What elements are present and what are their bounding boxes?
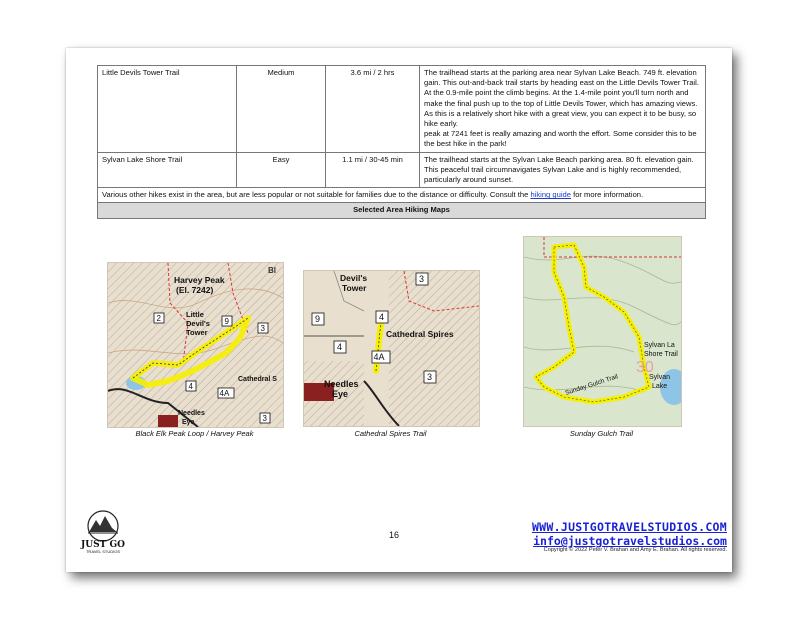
svg-text:4: 4	[337, 342, 343, 352]
svg-text:9: 9	[315, 314, 321, 324]
trail-marker	[334, 341, 346, 353]
map-graphic	[304, 271, 479, 426]
map-label: Tower	[186, 328, 208, 337]
trail-marker	[222, 316, 232, 326]
note-text-after: for more information.	[570, 190, 644, 200]
table-row	[98, 203, 706, 218]
map-label: Eye	[182, 419, 195, 426]
map-label: Cathedral Spires	[386, 329, 454, 339]
trail-marker	[260, 413, 270, 423]
document-page	[66, 48, 732, 572]
svg-text:2: 2	[156, 314, 161, 323]
trail-marker	[416, 273, 428, 285]
trail-description-text: The trailhead starts at the parking area near Sylvan Lake Beach. 749 ft. elevation gain. This out-and-back trail starts by heading east on the Little Devils Tower Trail. At the 0.9-mile point the climb begins. At the 1.4-mile point you'll turn north and make the final push up to the top of Little Devils Tower, which has amazing views. As this is a relatively short hike with a great view, you can expect it to be busy, so hike early.	[424, 68, 699, 129]
trail-marker	[424, 371, 436, 383]
svg-text:3: 3	[260, 324, 265, 333]
logo-subtext: TRAVEL STUDIOS	[85, 549, 121, 554]
copyright-text: Copyright © 2022 Peter V. Brahan and Amy E. Brahan. All rights reserved.	[543, 547, 727, 553]
map-label: (El. 7242)	[176, 285, 214, 295]
map-label: 30	[636, 359, 654, 376]
trail-marker	[186, 381, 196, 391]
trail-marker	[372, 351, 390, 363]
map-cathedral-spires	[303, 270, 480, 427]
trail-marker	[258, 323, 268, 333]
trail-description-text-2: peak at 7241 feet is really amazing and worth the effort. Some consider this to be the best hike in the park!	[424, 129, 697, 149]
map-graphic	[524, 237, 681, 426]
svg-text:3: 3	[427, 372, 433, 382]
trail-distance: 3.6 mi / 2 hrs	[326, 66, 420, 153]
map-label: Sylvan	[649, 374, 671, 381]
svg-text:9: 9	[224, 317, 229, 326]
map-black-elk-peak	[107, 262, 284, 428]
trail-name: Little Devils Tower Trail	[98, 66, 237, 153]
note-text: Various other hikes exist in the area, but are less popular or not suitable for families due to the distance or difficulty. Consult the	[102, 190, 531, 200]
svg-text:4A: 4A	[219, 389, 230, 398]
map-label: Lake	[652, 383, 668, 390]
trails-table	[97, 65, 706, 219]
map-sunday-gulch	[523, 236, 682, 427]
map-graphic	[108, 263, 283, 427]
map-label: Devil's	[340, 273, 368, 283]
hiking-guide-link[interactable]: hiking guide	[530, 190, 571, 200]
trail-name: Sylvan Lake Shore Trail	[98, 152, 237, 188]
table-row	[98, 152, 706, 188]
note-cell	[98, 188, 706, 203]
trail-marker	[154, 313, 164, 323]
map-label: Sunday Gulch Trail	[564, 373, 619, 397]
map-caption: Black Elk Peak Loop / Harvey Peak	[135, 429, 254, 438]
trail-marker	[312, 313, 324, 325]
map-label: Devil's	[186, 319, 210, 328]
map-label: Little	[186, 310, 204, 319]
svg-text:4: 4	[379, 312, 385, 322]
table-row	[98, 188, 706, 203]
trail-description: The trailhead starts at the Sylvan Lake Beach parking area. 80 ft. elevation gain. This peaceful trail circumnavigates Sylvan Lake and is highly recommended, particularly around sunset.	[420, 152, 706, 188]
map-label: Eye	[332, 389, 349, 399]
map-caption: Sunday Gulch Trail	[569, 429, 634, 438]
email-link[interactable]: info@justgotravelstudios.com	[533, 534, 727, 548]
section-header: Selected Area Hiking Maps	[98, 203, 706, 218]
svg-text:3: 3	[419, 274, 425, 284]
logo	[78, 506, 128, 556]
map-label: Harvey Peak	[174, 275, 225, 285]
map-label: Needles	[324, 379, 359, 389]
svg-text:3: 3	[262, 414, 267, 423]
trail-distance: 1.1 mi / 30-45 min	[326, 152, 420, 188]
map-label: Shore Trail	[644, 351, 678, 358]
website-link[interactable]: WWW.JUSTGOTRAVELSTUDIOS.COM	[531, 520, 727, 534]
logo-text: JUST GO	[81, 540, 125, 550]
map-label: Sylvan La	[644, 342, 675, 349]
map-label: Tower	[342, 283, 367, 293]
svg-text:4A: 4A	[373, 352, 385, 362]
table-row	[98, 66, 706, 153]
trail-marker	[376, 311, 388, 323]
logo-graphic	[78, 506, 128, 556]
trail-marker	[218, 388, 234, 398]
trail-difficulty: Medium	[237, 66, 326, 153]
map-label: Cathedral S	[238, 376, 277, 383]
map-caption: Cathedral Spires Trail	[354, 429, 427, 438]
map-label: Needles	[178, 410, 205, 417]
page-number: 16	[389, 530, 400, 540]
map-label: Bl	[268, 266, 276, 275]
trail-difficulty: Easy	[237, 152, 326, 188]
trail-description	[420, 66, 706, 153]
svg-text:4: 4	[188, 382, 193, 391]
